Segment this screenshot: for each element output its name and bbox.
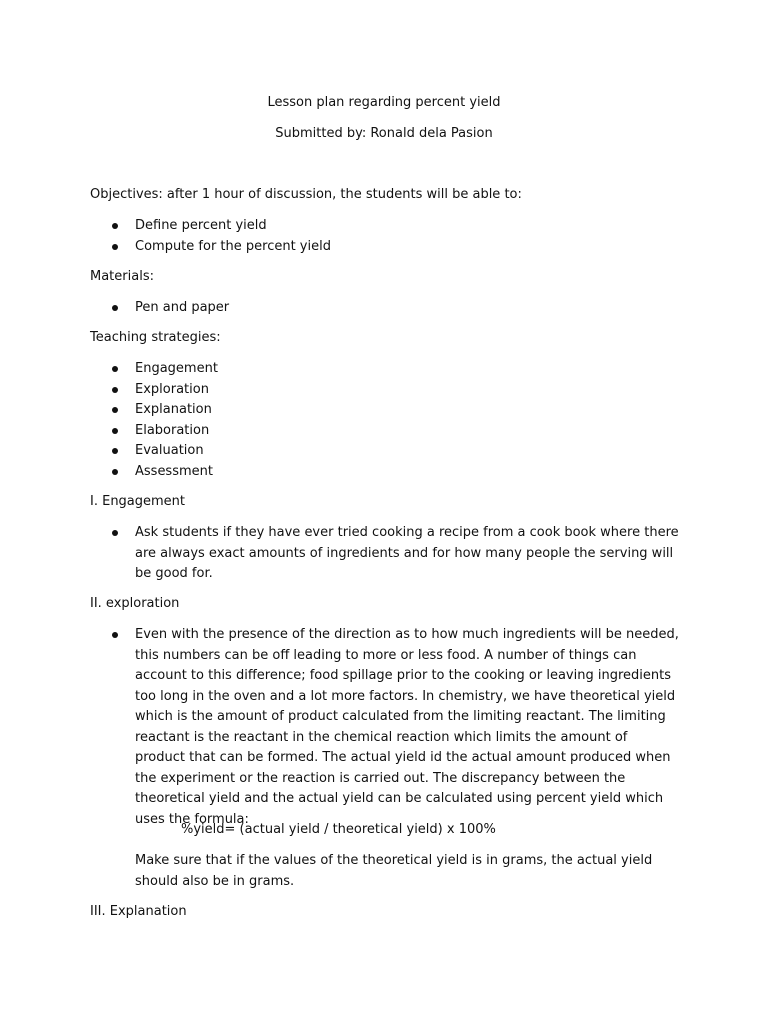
materials-list	[90, 298, 680, 319]
list-item: Explanation	[90, 400, 680, 421]
objectives-heading: Objectives: after 1 hour of discussion, the students will be able to:	[90, 187, 522, 202]
list-item: Even with the presence of the direction as to how much ingredients will be needed, this numbers can be off leading to more or less food. A number of things can account to this difference; food spillage prior to the cooking or leaving ingredients too long in the oven and a lot more factors. In chemistry, we have theoretical yield which is the amount of product calculated from the limiting reactant. The limiting reactant is the reactant in the chemical reaction which limits the amount of product that can be formed. The actual yield id the actual amount produced when the experiment or the reaction is carried out. The discrepancy between the theoretical yield and the actual yield can be calculated using percent yield which uses the formula:	[90, 625, 680, 830]
exploration-heading: II. exploration	[90, 596, 180, 611]
list-item: Exploration	[90, 380, 680, 401]
list-item: Elaboration	[90, 421, 680, 442]
list-item: Engagement	[90, 359, 680, 380]
teaching-strategies-list	[90, 359, 680, 482]
percent-yield-formula: %yield= (actual yield / theoretical yield) x 100%	[181, 822, 496, 837]
teaching-strategies-heading: Teaching strategies:	[90, 330, 221, 345]
list-item: Assessment	[90, 462, 680, 483]
engagement-heading: I. Engagement	[90, 494, 186, 509]
explanation-heading: III. Explanation	[90, 904, 187, 919]
document-title: Lesson plan regarding percent yield	[267, 95, 501, 110]
list-item: Pen and paper	[90, 298, 680, 319]
materials-heading: Materials:	[90, 269, 154, 284]
list-item: Ask students if they have ever tried cooking a recipe from a cook book where there are always exact amounts of ingredients and for how many people the serving will be good for.	[90, 523, 680, 585]
list-item: Compute for the percent yield	[90, 237, 680, 258]
units-note: Make sure that if the values of the theoretical yield is in grams, the actual yield should also be in grams.	[135, 853, 653, 889]
list-item: Evaluation	[90, 441, 680, 462]
objectives-list	[90, 216, 680, 257]
engagement-list	[90, 523, 680, 585]
exploration-list	[90, 625, 680, 830]
list-item: Define percent yield	[90, 216, 680, 237]
author-line: Submitted by: Ronald dela Pasion	[275, 126, 493, 141]
